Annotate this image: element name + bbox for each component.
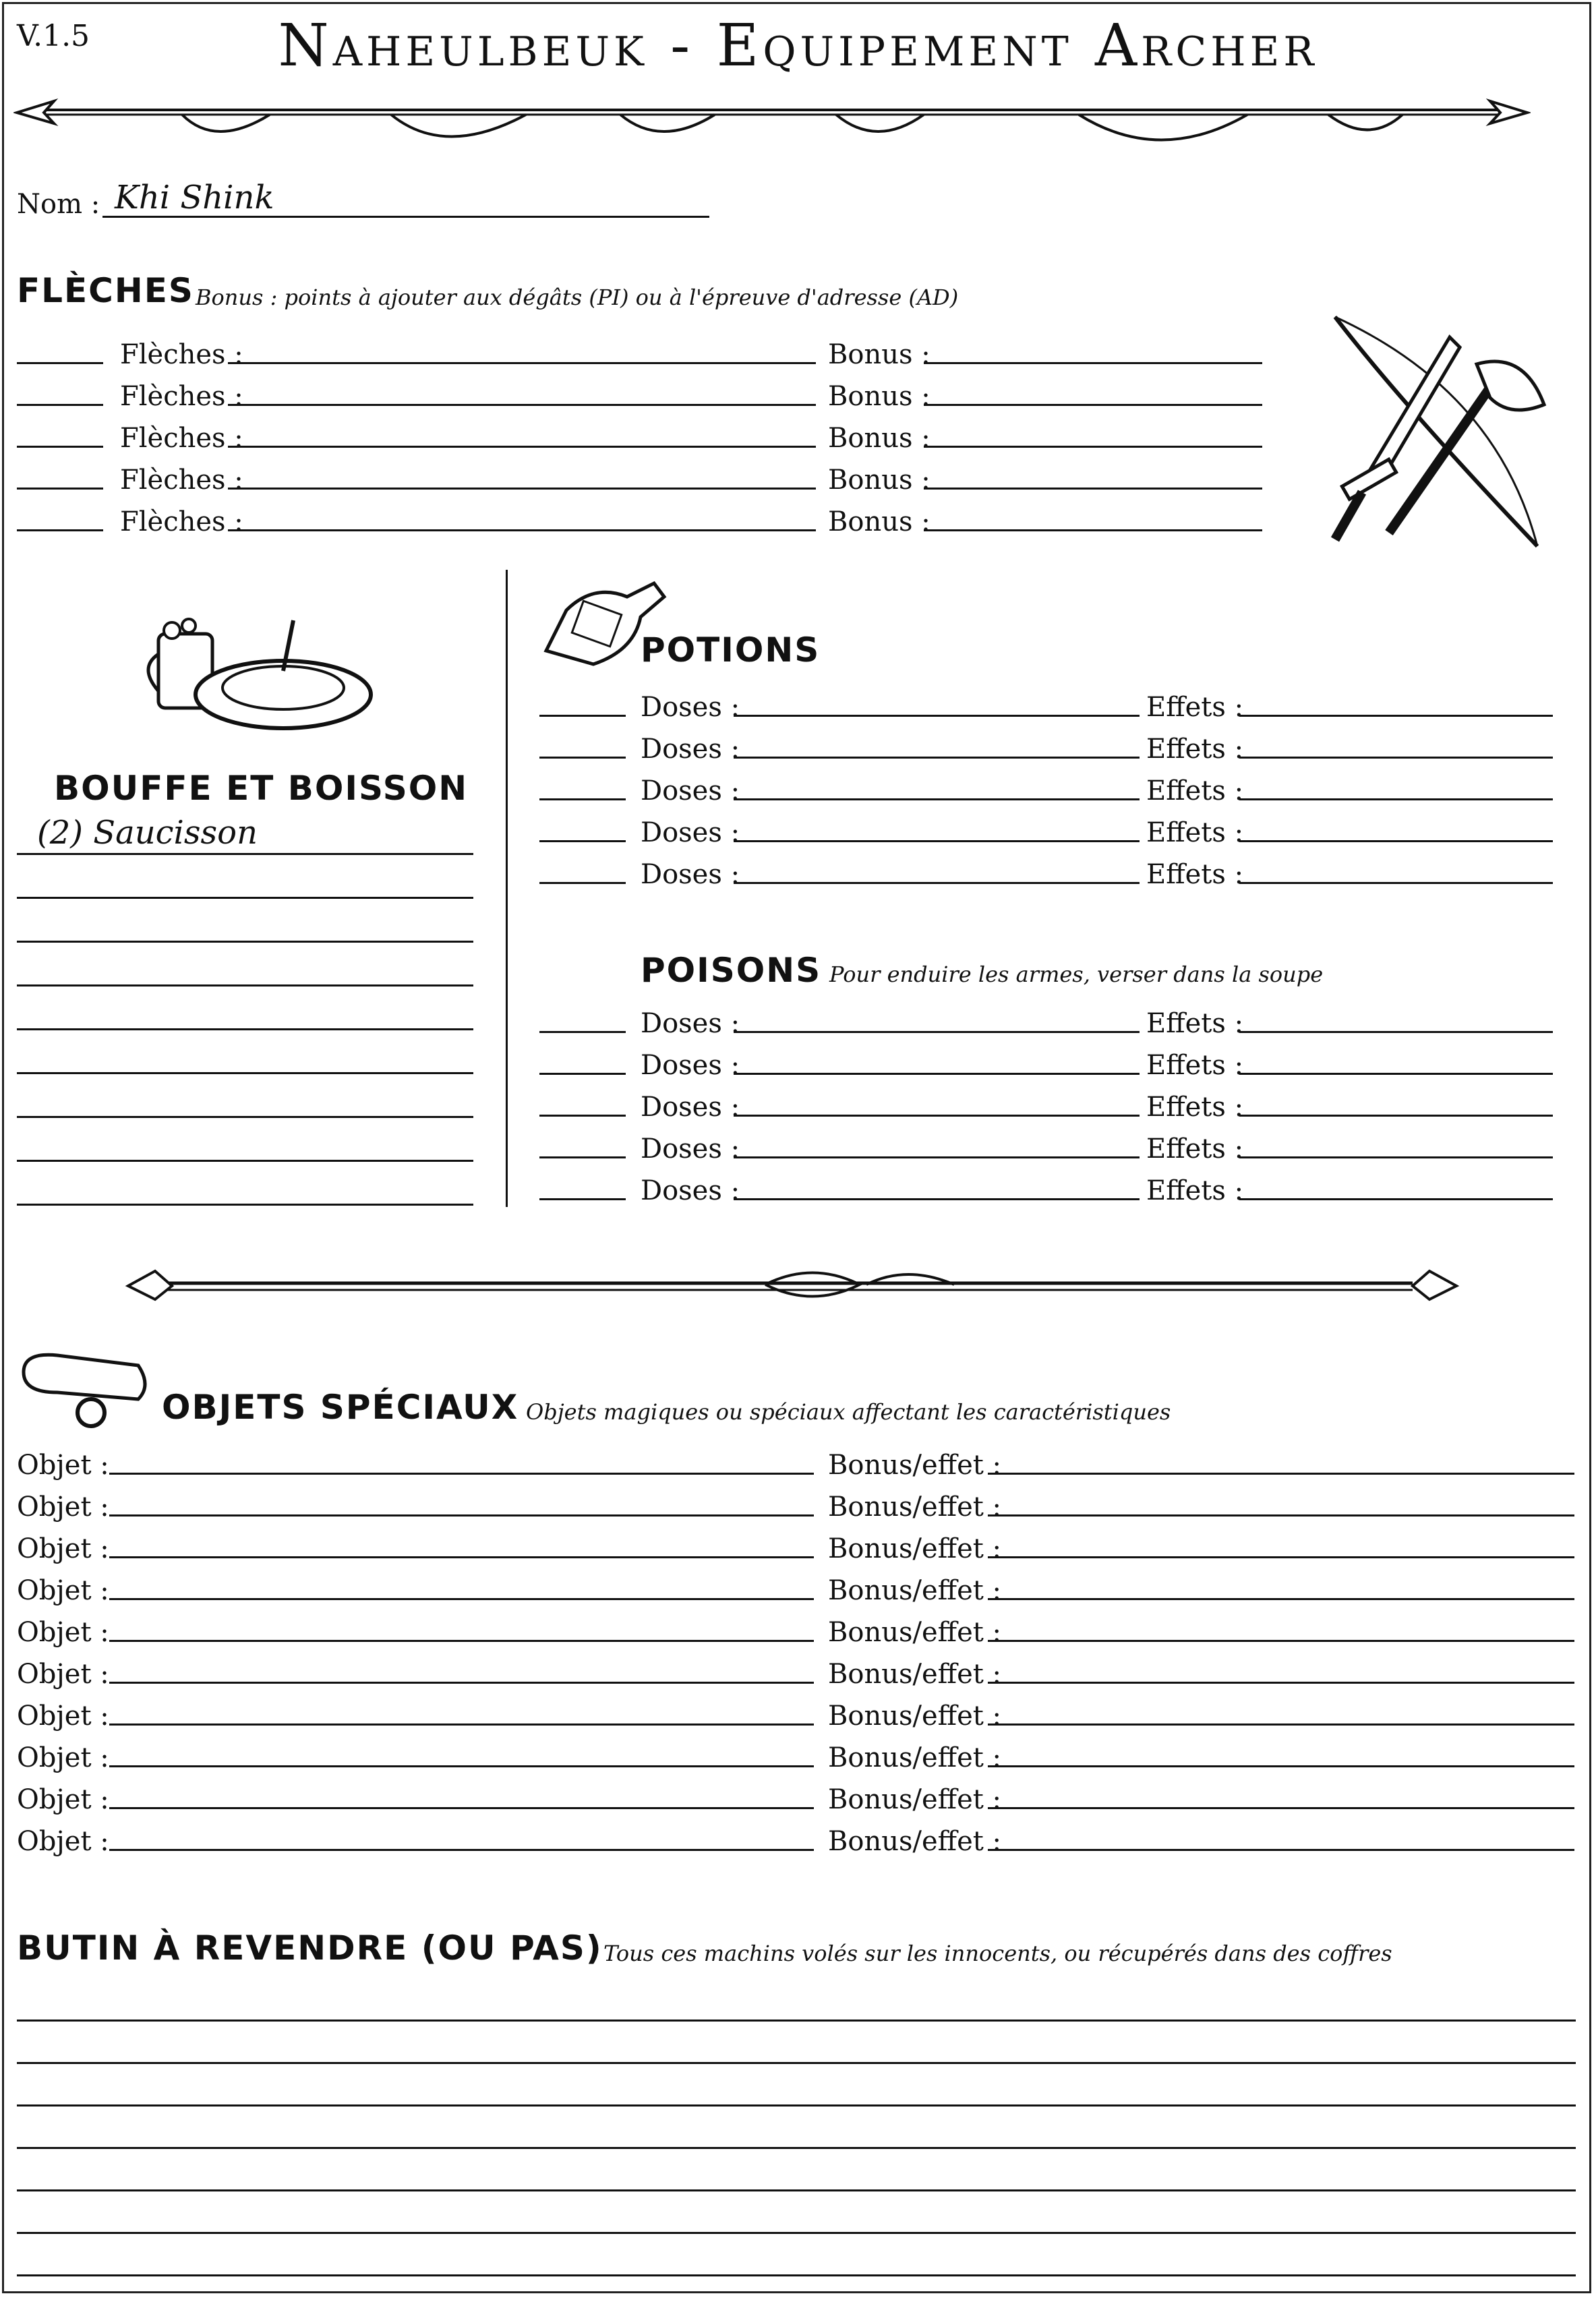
- objet-bonus-label: Bonus/effet :: [828, 1450, 1002, 1481]
- page-title: Naheulbeuk - Equipement Archer: [278, 12, 1318, 80]
- objet-bonus-label: Bonus/effet :: [828, 1826, 1002, 1857]
- potions-doses-line[interactable]: [734, 798, 1140, 800]
- bouffe-line[interactable]: [17, 1116, 473, 1118]
- name-value[interactable]: Khi Shink: [115, 179, 274, 216]
- objet-bonus-line[interactable]: [988, 1514, 1574, 1516]
- objet-line[interactable]: [109, 1724, 814, 1726]
- bouffe-line[interactable]: [17, 897, 473, 899]
- name-line: [102, 216, 709, 218]
- poisons-doses-line[interactable]: [734, 1031, 1140, 1033]
- fleches-label: Flèches :: [120, 381, 243, 412]
- poisons-doses-label: Doses :: [641, 1175, 740, 1206]
- poisons-effets-label: Effets :: [1146, 1133, 1244, 1165]
- poisons-doses-line[interactable]: [734, 1115, 1140, 1117]
- objet-bonus-line[interactable]: [988, 1598, 1574, 1600]
- objet-bonus-label: Bonus/effet :: [828, 1701, 1002, 1732]
- poisons-effets-label: Effets :: [1146, 1050, 1244, 1081]
- bouffe-line[interactable]: [17, 1204, 473, 1206]
- potions-doses-label: Doses :: [641, 692, 740, 723]
- poisons-subtitle: Pour enduire les armes, verser dans la soupe: [829, 962, 1324, 987]
- fleches-bonus-line[interactable]: [924, 488, 1262, 490]
- fleches-name-line[interactable]: [228, 362, 816, 364]
- bouffe-line[interactable]: [17, 1072, 473, 1074]
- bouffe-line[interactable]: [17, 941, 473, 943]
- objet-bonus-line[interactable]: [988, 1807, 1574, 1809]
- version-label: V.1.5: [17, 19, 90, 53]
- butin-line[interactable]: [17, 2104, 1576, 2106]
- potions-doses-label: Doses :: [641, 734, 740, 765]
- objet-line[interactable]: [109, 1849, 814, 1851]
- potions-count-line[interactable]: [539, 757, 626, 759]
- bouffe-line[interactable]: [17, 1028, 473, 1030]
- fleches-bonus-line[interactable]: [924, 446, 1262, 448]
- fleches-bonus-label: Bonus :: [828, 506, 930, 537]
- potions-effets-line[interactable]: [1239, 798, 1553, 800]
- potions-count-line[interactable]: [539, 798, 626, 800]
- potions-doses-line[interactable]: [734, 757, 1140, 759]
- objet-bonus-label: Bonus/effet :: [828, 1659, 1002, 1690]
- fleches-bonus-line[interactable]: [924, 529, 1262, 531]
- objet-bonus-line[interactable]: [988, 1473, 1574, 1475]
- butin-line[interactable]: [17, 2147, 1576, 2149]
- poisons-effets-line[interactable]: [1239, 1115, 1553, 1117]
- objets-title: OBJETS SPÉCIAUX: [162, 1388, 519, 1427]
- fleches-count-line[interactable]: [17, 529, 103, 531]
- fleches-count-line[interactable]: [17, 362, 103, 364]
- fleches-bonus-label: Bonus :: [828, 381, 930, 412]
- potions-count-line[interactable]: [539, 840, 626, 842]
- butin-subtitle: Tous ces machins volés sur les innocents, ou récupérés dans des coffres: [603, 1941, 1392, 1966]
- objet-label: Objet :: [17, 1617, 109, 1648]
- objet-line[interactable]: [109, 1514, 814, 1516]
- column-divider: [506, 570, 508, 1207]
- poisons-count-line[interactable]: [539, 1031, 626, 1033]
- poisons-title: POISONS: [641, 951, 822, 990]
- objet-bonus-line[interactable]: [988, 1556, 1574, 1558]
- poisons-doses-line[interactable]: [734, 1198, 1140, 1200]
- potions-title: POTIONS: [641, 630, 821, 670]
- fleches-bonus-line[interactable]: [924, 404, 1262, 406]
- poisons-count-line[interactable]: [539, 1156, 626, 1158]
- objet-bonus-line[interactable]: [988, 1849, 1574, 1851]
- butin-line[interactable]: [17, 2062, 1576, 2064]
- objet-label: Objet :: [17, 1784, 109, 1815]
- butin-line[interactable]: [17, 2189, 1576, 2191]
- potions-count-line[interactable]: [539, 715, 626, 717]
- poisons-count-line[interactable]: [539, 1198, 626, 1200]
- butin-line[interactable]: [17, 2232, 1576, 2234]
- potions-effets-label: Effets :: [1146, 775, 1244, 806]
- bouffe-line[interactable]: [17, 984, 473, 986]
- fleches-name-line[interactable]: [228, 446, 816, 448]
- objet-bonus-label: Bonus/effet :: [828, 1533, 1002, 1564]
- poisons-doses-line[interactable]: [734, 1156, 1140, 1158]
- poisons-doses-line[interactable]: [734, 1073, 1140, 1075]
- scroll-and-ring-icon: [17, 1345, 152, 1433]
- objet-bonus-line[interactable]: [988, 1765, 1574, 1767]
- fleches-name-line[interactable]: [228, 488, 816, 490]
- potions-effets-label: Effets :: [1146, 734, 1244, 765]
- potions-doses-line[interactable]: [734, 840, 1140, 842]
- fleches-bonus-label: Bonus :: [828, 465, 930, 496]
- fleches-bonus-label: Bonus :: [828, 423, 930, 454]
- fleches-title: FLÈCHES: [17, 271, 194, 310]
- fleches-count-line[interactable]: [17, 488, 103, 490]
- potions-effets-label: Effets :: [1146, 859, 1244, 890]
- objet-bonus-line[interactable]: [988, 1682, 1574, 1684]
- potions-doses-line[interactable]: [734, 715, 1140, 717]
- potions-doses-line[interactable]: [734, 882, 1140, 884]
- potions-effets-line[interactable]: [1239, 882, 1553, 884]
- poisons-doses-label: Doses :: [641, 1008, 740, 1039]
- objet-label: Objet :: [17, 1492, 109, 1523]
- poisons-effets-label: Effets :: [1146, 1092, 1244, 1123]
- poisons-effets-line[interactable]: [1239, 1073, 1553, 1075]
- objet-label: Objet :: [17, 1450, 109, 1481]
- objet-line[interactable]: [109, 1765, 814, 1767]
- staff-divider-icon: [125, 1258, 1460, 1312]
- fleches-name-line[interactable]: [228, 404, 816, 406]
- fleches-label: Flèches :: [120, 506, 243, 537]
- objet-bonus-label: Bonus/effet :: [828, 1617, 1002, 1648]
- objet-label: Objet :: [17, 1826, 109, 1857]
- bouffe-line[interactable]: [17, 1160, 473, 1162]
- objet-line[interactable]: [109, 1598, 814, 1600]
- bouffe-line[interactable]: [17, 853, 473, 855]
- fleches-bonus-line[interactable]: [924, 362, 1262, 364]
- fleches-label: Flèches :: [120, 465, 243, 496]
- objet-label: Objet :: [17, 1575, 109, 1606]
- objet-bonus-label: Bonus/effet :: [828, 1784, 1002, 1815]
- poisons-count-line[interactable]: [539, 1115, 626, 1117]
- objet-line[interactable]: [109, 1473, 814, 1475]
- name-label: Nom :: [17, 189, 100, 220]
- objet-bonus-line[interactable]: [988, 1724, 1574, 1726]
- butin-line[interactable]: [17, 2274, 1576, 2276]
- poisons-count-line[interactable]: [539, 1073, 626, 1075]
- objet-bonus-label: Bonus/effet :: [828, 1742, 1002, 1773]
- fleches-label: Flèches :: [120, 423, 243, 454]
- poisons-doses-label: Doses :: [641, 1133, 740, 1165]
- poisons-effets-label: Effets :: [1146, 1175, 1244, 1206]
- mug-and-plate-icon: [138, 607, 374, 742]
- objet-label: Objet :: [17, 1701, 109, 1732]
- fleches-count-line[interactable]: [17, 446, 103, 448]
- crossed-sword-axe-bow-icon: [1322, 310, 1571, 553]
- objet-bonus-line[interactable]: [988, 1640, 1574, 1642]
- potions-effets-label: Effets :: [1146, 817, 1244, 848]
- objet-line[interactable]: [109, 1807, 814, 1809]
- poisons-doses-label: Doses :: [641, 1092, 740, 1123]
- poisons-effets-line[interactable]: [1239, 1156, 1553, 1158]
- objets-subtitle: Objets magiques ou spéciaux affectant les caractéristiques: [526, 1399, 1171, 1425]
- potions-effets-line[interactable]: [1239, 757, 1553, 759]
- bouffe-entry[interactable]: (2) Saucisson: [37, 814, 258, 852]
- poisons-effets-label: Effets :: [1146, 1008, 1244, 1039]
- potions-doses-label: Doses :: [641, 859, 740, 890]
- potions-effets-label: Effets :: [1146, 692, 1244, 723]
- potions-effets-line[interactable]: [1239, 715, 1553, 717]
- potions-doses-label: Doses :: [641, 775, 740, 806]
- fleches-name-line[interactable]: [228, 529, 816, 531]
- poisons-effets-line[interactable]: [1239, 1198, 1553, 1200]
- potions-doses-label: Doses :: [641, 817, 740, 848]
- objet-bonus-label: Bonus/effet :: [828, 1575, 1002, 1606]
- poisons-doses-label: Doses :: [641, 1050, 740, 1081]
- fleches-label: Flèches :: [120, 339, 243, 370]
- bouffe-title: BOUFFE ET BOISSON: [54, 769, 469, 808]
- fleches-count-line[interactable]: [17, 404, 103, 406]
- objet-label: Objet :: [17, 1533, 109, 1564]
- objet-line[interactable]: [109, 1682, 814, 1684]
- objet-line[interactable]: [109, 1640, 814, 1642]
- objet-bonus-label: Bonus/effet :: [828, 1492, 1002, 1523]
- fleches-bonus-label: Bonus :: [828, 339, 930, 370]
- objet-label: Objet :: [17, 1659, 109, 1690]
- objet-line[interactable]: [109, 1556, 814, 1558]
- poisons-effets-line[interactable]: [1239, 1031, 1553, 1033]
- butin-title: BUTIN À REVENDRE (OU PAS): [17, 1928, 603, 1968]
- fleches-subtitle: Bonus : points à ajouter aux dégâts (PI) ou à l'épreuve d'adresse (AD): [196, 285, 959, 310]
- butin-line[interactable]: [17, 2020, 1576, 2022]
- potions-count-line[interactable]: [539, 882, 626, 884]
- arrow-divider-icon: [13, 84, 1531, 152]
- potions-effets-line[interactable]: [1239, 840, 1553, 842]
- objet-label: Objet :: [17, 1742, 109, 1773]
